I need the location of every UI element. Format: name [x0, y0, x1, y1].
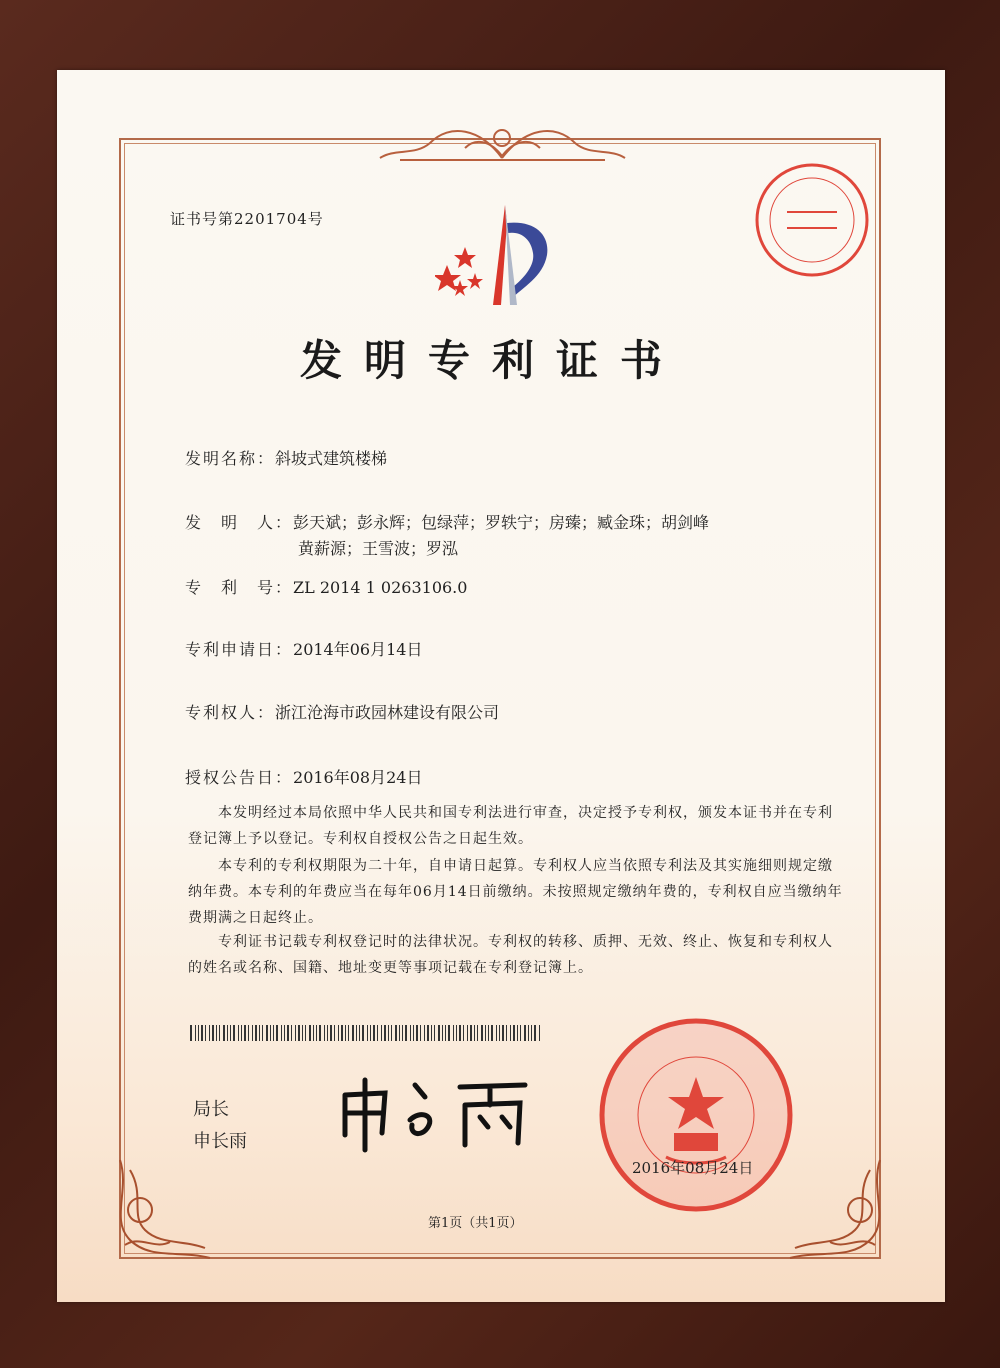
page-title: 发明专利证书: [300, 336, 685, 385]
top-ornament-icon: [370, 118, 635, 168]
corner-ornament-bottom-right-icon: [780, 1150, 900, 1270]
patentee-row: [185, 700, 499, 723]
signatory-role: 局长: [193, 1099, 229, 1120]
signature: [330, 1065, 540, 1155]
patent-number-value: ZL 2014 1 0263106.0: [293, 578, 468, 597]
seal-date: 2016年08月24日: [632, 1159, 754, 1177]
certificate-number: 证书号第2201704号: [170, 210, 324, 228]
grant-date-value: 2016年08月24日: [293, 768, 423, 787]
inventor-label: 发 明 人：: [185, 513, 294, 532]
barcode: [190, 1025, 540, 1041]
inventors-line1: 彭天斌；彭永辉；包绿萍；罗轶宁；房臻；臧金珠；胡剑峰: [293, 513, 710, 532]
tax-stamp-seal: [752, 160, 872, 280]
application-date-value: 2014年06月14日: [293, 640, 423, 659]
invention-name-row: [185, 446, 387, 469]
signatory-name: 申长雨: [193, 1131, 247, 1152]
inventor-row: [185, 510, 709, 533]
patentee-label: 专利权人：: [185, 703, 276, 722]
paragraph-legal-status: 专利证书记载专利权登记时的法律状况。专利权的转移、质押、无效、终止、恢复和专利权人的姓名或名称、国籍、地址变更等事项记载在专利登记簿上。: [188, 934, 833, 976]
application-date-row: [185, 637, 422, 660]
patentee-value: 浙江沧海市政园林建设有限公司: [275, 703, 500, 722]
patent-number-row: [185, 575, 467, 598]
patent-office-logo-icon: [435, 195, 555, 310]
invention-name-value: 斜坡式建筑楼梯: [275, 449, 388, 468]
invention-name-label: 发明名称：: [185, 449, 276, 468]
corner-ornament-bottom-left-icon: [100, 1150, 220, 1270]
state-ip-office-seal: [596, 1015, 796, 1215]
paragraph-examination: 本发明经过本局依照中华人民共和国专利法进行审查，决定授予专利权，颁发本证书并在专利登记簿上予以登记。专利权自授权公告之日起生效。: [188, 805, 833, 847]
grant-date-row: [185, 765, 422, 788]
grant-date-label: 授权公告日：: [185, 768, 294, 787]
inventors-line2: 黄薪源；王雪波；罗泓: [298, 539, 459, 558]
application-date-label: 专利申请日：: [185, 640, 294, 659]
paragraph-term: 本专利的专利权期限为二十年，自申请日起算。专利权人应当依照专利法及其实施细则规定缴纳年费。本专利的年费应当在每年06月14日前缴纳。未按照规定缴纳年费的，专利权自应当缴纳年费期满之日起终止。: [188, 858, 843, 926]
page-number: 第1页（共1页）: [428, 1216, 523, 1231]
patent-number-label: 专 利 号：: [185, 578, 294, 597]
